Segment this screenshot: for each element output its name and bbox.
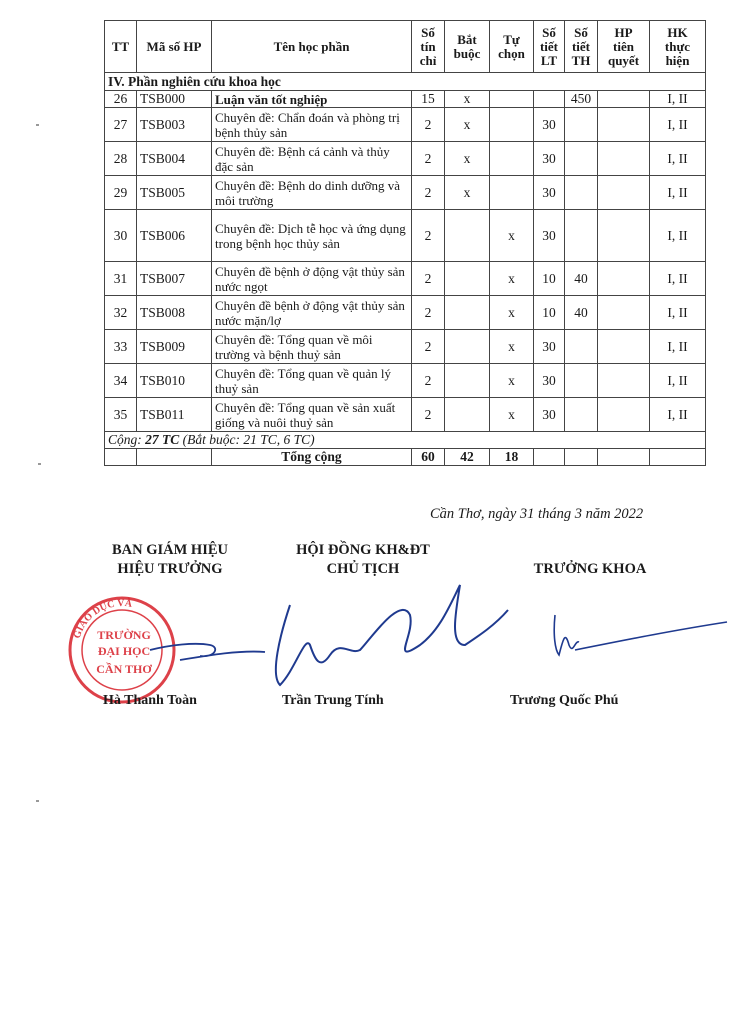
cell-tt: 35 [105,398,137,432]
cell-credits: 2 [412,262,445,296]
total-elective: 18 [490,449,534,466]
cell-required: x [445,142,490,176]
cell-credits: 2 [412,176,445,210]
cell-tt: 32 [105,296,137,330]
cell-elective: x [490,330,534,364]
section-title: IV. Phần nghiên cứu khoa học [105,73,706,91]
cell-term: I, II [650,176,706,210]
cell-code: TSB008 [137,296,212,330]
cell-tt: 28 [105,142,137,176]
cell-name: Chuyên đề: Bệnh do dinh dưỡng và môi trường [212,176,412,210]
signatory-middle-title: HỘI ĐỒNG KH&ĐT CHỦ TỊCH [296,542,430,577]
cell-th [565,398,598,432]
cell-required: x [445,91,490,108]
header-required: Bắt buộc [445,21,490,73]
cell-required: x [445,176,490,210]
header-elective: Tự chọn [490,21,534,73]
total-row [105,449,706,466]
cell-lt: 30 [534,176,565,210]
subtotal-cell: Cộng: 27 TC (Bắt buộc: 21 TC, 6 TC) [105,432,706,449]
cell-term: I, II [650,398,706,432]
table-row [105,330,706,364]
cell-term: I, II [650,142,706,176]
cell-elective [490,142,534,176]
signatory-left-title: BAN GIÁM HIỆU HIỆU TRƯỞNG [111,542,228,577]
cell-th: 40 [565,296,598,330]
cell-code: TSB003 [137,108,212,142]
cell-lt: 30 [534,330,565,364]
cell-tt: 30 [105,210,137,262]
cell-prereq [598,398,650,432]
cell-elective [490,108,534,142]
signatory-right-name: Trương Quốc Phú [510,693,619,708]
cell-term: I, II [650,262,706,296]
total-label: Tổng cộng [212,449,412,466]
cell-code: TSB006 [137,210,212,262]
cell-lt: 30 [534,364,565,398]
cell-credits: 2 [412,296,445,330]
total-required: 42 [445,449,490,466]
cell-term: I, II [650,364,706,398]
cell-elective: x [490,210,534,262]
cell-prereq [598,210,650,262]
cell-code: TSB007 [137,262,212,296]
cell-name: Chuyên đề: Tổng quan về môi trường và bệnh thuỷ sản [212,330,412,364]
cell-name: Chuyên đề: Tổng quan về quản lý thuỷ sản [212,364,412,398]
cell-credits: 2 [412,210,445,262]
cell-name: Chuyên đề: Bệnh cá cảnh và thủy đặc sản [212,142,412,176]
header-prereq: HP tiên quyết [598,21,650,73]
signatory-middle-name: Trần Trung Tính [282,693,384,708]
table-row [105,262,706,296]
signatory-right-title: TRƯỞNG KHOA [533,561,647,577]
date-line: Cần Thơ, ngày 31 tháng 3 năm 2022 [430,506,644,522]
cell-elective [490,91,534,108]
cell-credits: 2 [412,330,445,364]
cell-credits: 2 [412,108,445,142]
cell-required [445,262,490,296]
total-credits: 60 [412,449,445,466]
header-credits: Số tín chỉ [412,21,445,73]
stamp-line3: CẦN THƠ [96,662,152,676]
cell-credits: 2 [412,142,445,176]
cell-lt: 30 [534,108,565,142]
margin-mark [36,800,39,802]
curriculum-table [104,20,706,466]
cell-prereq [598,296,650,330]
table-row [105,91,706,108]
cell-term: I, II [650,91,706,108]
cell-prereq [598,262,650,296]
cell-required [445,398,490,432]
cell-lt: 30 [534,142,565,176]
cell-th: 450 [565,91,598,108]
signature-right [545,600,730,670]
cell-prereq [598,142,650,176]
cell-lt: 10 [534,296,565,330]
cell-th [565,210,598,262]
margin-mark [38,463,41,465]
cell-th [565,108,598,142]
header-lt: Số tiết LT [534,21,565,73]
cell-tt: 26 [105,91,137,108]
cell-th [565,330,598,364]
cell-th [565,176,598,210]
cell-th [565,364,598,398]
subtotal-row [105,432,706,449]
cell-name: Luận văn tốt nghiệp [212,91,412,108]
cell-name: Chuyên đề: Dịch tễ học và ứng dụng trong bệnh học thủy sản [212,210,412,262]
cell-prereq [598,330,650,364]
cell-elective: x [490,262,534,296]
cell-prereq [598,176,650,210]
cell-term: I, II [650,330,706,364]
section-row [105,73,706,91]
signatory-left-name: Hà Thanh Toàn [103,693,197,708]
cell-term: I, II [650,210,706,262]
cell-name: Chuyên đề bệnh ở động vật thủy sản nước ngọt [212,262,412,296]
cell-name: Chuyên đề bệnh ở động vật thủy sản nước mặn/lợ [212,296,412,330]
signature-middle [250,575,510,695]
cell-tt: 33 [105,330,137,364]
cell-elective: x [490,364,534,398]
header-name: Tên học phần [212,21,412,73]
stamp-line1: TRƯỜNG [97,628,151,642]
stamp-line2: ĐẠI HỌC [97,644,151,658]
cell-code: TSB009 [137,330,212,364]
cell-code: TSB004 [137,142,212,176]
cell-tt: 27 [105,108,137,142]
cell-prereq [598,364,650,398]
table-row [105,108,706,142]
cell-lt: 30 [534,210,565,262]
cell-prereq [598,108,650,142]
cell-name: Chuyên đề: Tổng quan về sản xuất giống và nuôi thuỷ sản [212,398,412,432]
margin-mark [36,124,39,126]
header-code: Mã số HP [137,21,212,73]
cell-required [445,210,490,262]
cell-credits: 15 [412,91,445,108]
cell-code: TSB000 [137,91,212,108]
table-row [105,398,706,432]
cell-credits: 2 [412,398,445,432]
cell-elective [490,176,534,210]
cell-tt: 34 [105,364,137,398]
cell-code: TSB010 [137,364,212,398]
table-row [105,176,706,210]
table-row [105,296,706,330]
table-row [105,210,706,262]
header-tt: TT [105,21,137,73]
stamp-arc-text: GIÁO DỤC VÀ [71,597,133,641]
cell-lt [534,91,565,108]
cell-term: I, II [650,296,706,330]
cell-required [445,364,490,398]
cell-elective: x [490,398,534,432]
table-row [105,364,706,398]
cell-credits: 2 [412,364,445,398]
cell-code: TSB011 [137,398,212,432]
cell-th [565,142,598,176]
cell-prereq [598,91,650,108]
cell-required [445,296,490,330]
cell-term: I, II [650,108,706,142]
cell-required: x [445,108,490,142]
cell-tt: 31 [105,262,137,296]
cell-name: Chuyên đề: Chẩn đoán và phòng trị bệnh thủy sản [212,108,412,142]
cell-th: 40 [565,262,598,296]
cell-lt: 10 [534,262,565,296]
header-th: Số tiết TH [565,21,598,73]
cell-tt: 29 [105,176,137,210]
header-term: HK thực hiện [650,21,706,73]
cell-code: TSB005 [137,176,212,210]
table-row [105,142,706,176]
cell-lt: 30 [534,398,565,432]
cell-elective: x [490,296,534,330]
cell-required [445,330,490,364]
table-header-row [105,21,706,73]
